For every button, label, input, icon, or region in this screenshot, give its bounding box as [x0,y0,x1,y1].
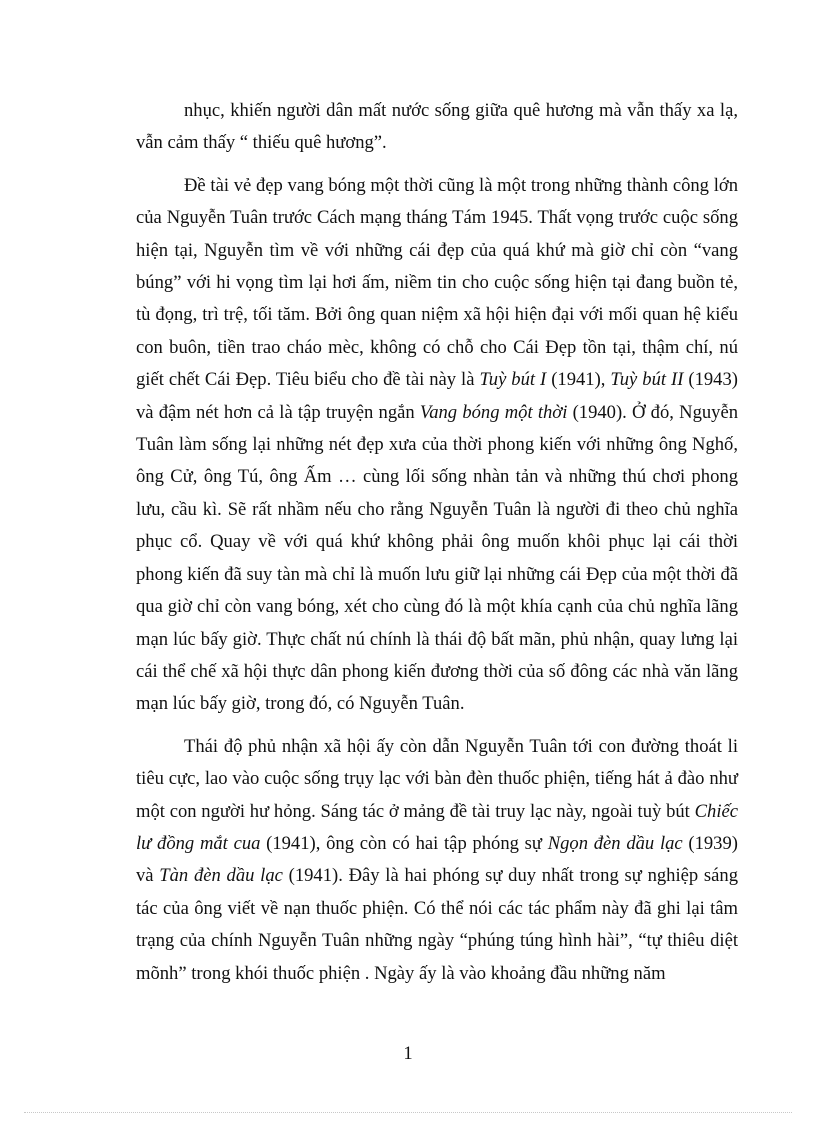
work-title: Tuỳ bút I [479,369,547,391]
page-number: 1 [403,1043,413,1064]
work-title: Tàn đèn dầu lạc [159,865,283,887]
text-run: (1941). Đây là hai phóng sự duy nhất trong sự nghiệp sáng tác của ông viết về nạn thuốc phiện. Có thể nói các tác phẩm này đã ghi lại tâm trạng của chính Nguyễn Tuân những ngày “phúng túng hình hài”, “tự thiêu diệt mõnh” trong khói thuốc phiện . Ngày ấy là vào khoảng đầu những năm [136,865,738,984]
paragraph [136,95,738,160]
text-run: Đề tài vẻ đẹp vang bóng một thời cũng là một trong những thành công lớn của Nguyễn Tuân trước Cách mạng tháng Tám 1945. Thất vọng trước cuộc sống hiện tại, Nguyễn tìm về với những cái đẹp của quá khứ mà giờ chỉ còn “vang búng” với hi vọng tìm lại hơi ấm, niềm tin cho cuộc sống hiện tại đang buồn tẻ, tù đọng, trì trệ, tối tăm. Bởi ông quan niệm xã hội hiện đại với mối quan hệ kiểu con buôn, tiền trao cháo mèc, không có chỗ cho Cái Đẹp tồn tại, thậm chí, nú giết chết Cái Đẹp. Tiêu biểu cho đề tài này là [136,174,738,391]
paragraph [136,731,738,990]
text-run: (1943) và đậm nét hơn cả là tập truyện ngắn [136,369,738,423]
body-text [136,95,738,990]
work-title: Chiếc lư đồng mắt cua [136,800,738,854]
work-title: Vang bóng một thời [419,401,568,423]
work-title: Ngọn đèn dầu lạc [547,832,683,854]
page-bottom-divider [24,1112,792,1113]
text-run: (1940). Ở đó, Nguyễn Tuân làm sống lại những nét đẹp xưa của thời phong kiến với những ông Nghố, ông Cử, ông Tú, ông Ấm … cùng lối sống nhàn tản và những thú chơi phong lưu, cầu kì. Sẽ rất nhầm nếu cho rằng Nguyễn Tuân là người đi theo chủ nghĩa phục cổ. Quay về với quá khứ không phải ông muốn khôi phục lại cái thời phong kiến đã suy tàn mà chỉ là muốn lưu giữ lại những cái Đẹp của một thời đã qua giờ chỉ còn vang bóng, xét cho cùng đó là một khía cạnh của chủ nghĩa lãng mạn lúc bấy giờ. Thực chất nú chính là thái độ bất mãn, phủ nhận, quay lưng lại cái thể chế xã hội thực dân phong kiến đương thời của số đông các nhà văn lãng mạn lúc bấy giờ, trong đó, có Nguyễn Tuân. [136,401,739,715]
text-run: (1939) và [136,832,738,887]
paragraph [136,170,738,721]
text-run: nhục, khiến người dân mất nước sống giữa quê hương mà vẫn thấy xa lạ, vẫn cảm thấy “ thiếu quê hương”. [136,100,738,154]
text-run: Thái độ phủ nhận xã hội ấy còn dẫn Nguyễn Tuân tới con đường thoát li tiêu cực, lao vào cuộc sống trụy lạc với bàn đèn thuốc phiện, tiếng hát ả đào như một con người hư hỏng. Sáng tác ở mảng đề tài truy lạc này, ngoài tuỳ bút [136,735,738,822]
text-run: (1941), [546,369,611,391]
text-run: (1941), ông còn có hai tập phóng sự [260,832,548,854]
work-title: Tuỳ bút II [610,369,684,391]
